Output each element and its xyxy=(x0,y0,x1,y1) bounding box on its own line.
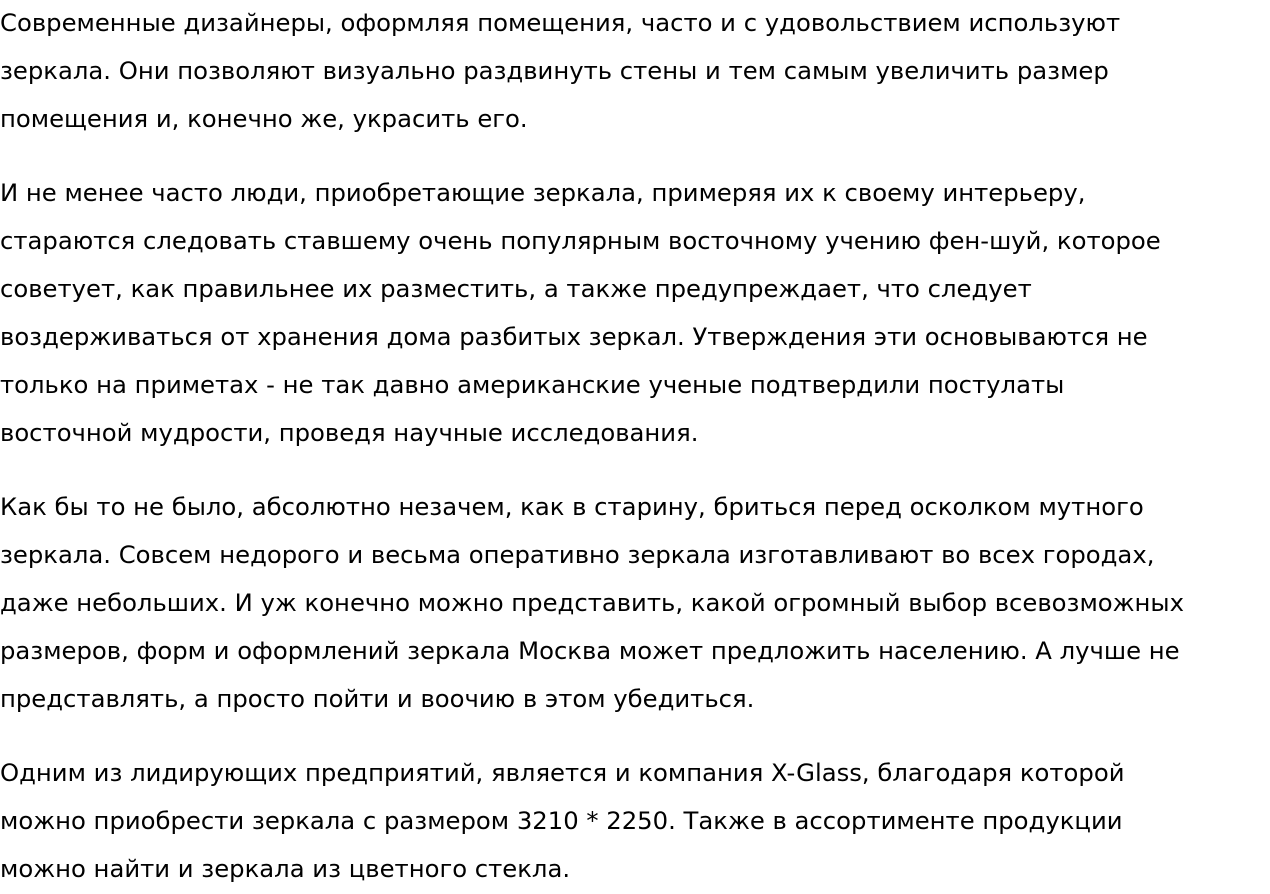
paragraph-line: Одним из лидирующих предприятий, является и компания X-Glass, благодаря которой xyxy=(0,758,1125,787)
paragraph-line: советует, как правильнее их разместить, а также предупреждает, что следует xyxy=(0,274,1032,303)
paragraph-line: можно приобрести зеркала с размером 3210 * 2250. Также в ассортименте продукции xyxy=(0,806,1123,835)
paragraph-line: воздерживаться от хранения дома разбитых зеркал. Утверждения эти основываются не xyxy=(0,322,1148,351)
paragraph-line: Современные дизайнеры, оформляя помещения, часто и с удовольствием используют xyxy=(0,8,1121,37)
paragraph-4 xyxy=(0,749,1270,893)
paragraph-1 xyxy=(0,0,1270,143)
paragraph-line: только на приметах - не так давно американские ученые подтвердили постулаты xyxy=(0,370,1065,399)
paragraph-line: стараются следовать ставшему очень популярным восточному учению фен-шуй, которое xyxy=(0,226,1161,255)
paragraph-line: восточной мудрости, проведя научные исследования. xyxy=(0,418,699,447)
paragraph-line: И не менее часто люди, приобретающие зеркала, примеряя их к своему интерьеру, xyxy=(0,178,1086,207)
paragraph-line: можно найти и зеркала из цветного стекла. xyxy=(0,854,571,883)
paragraph-line: помещения и, конечно же, украсить его. xyxy=(0,104,528,133)
paragraph-line: размеров, форм и оформлений зеркала Москва может предложить населению. А лучше не xyxy=(0,636,1180,665)
paragraph-line: Как бы то не было, абсолютно незачем, как в старину, бриться перед осколком мутного xyxy=(0,492,1144,521)
paragraph-line: представлять, а просто пойти и воочию в этом убедиться. xyxy=(0,684,755,713)
paragraph-line: зеркала. Совсем недорого и весьма оперативно зеркала изготавливают во всех городах, xyxy=(0,540,1155,569)
paragraph-line: даже небольших. И уж конечно можно представить, какой огромный выбор всевозможных xyxy=(0,588,1184,617)
paragraph-line: зеркала. Они позволяют визуально раздвинуть стены и тем самым увеличить размер xyxy=(0,56,1109,85)
paragraph-3 xyxy=(0,483,1270,723)
paragraph-2 xyxy=(0,169,1270,457)
